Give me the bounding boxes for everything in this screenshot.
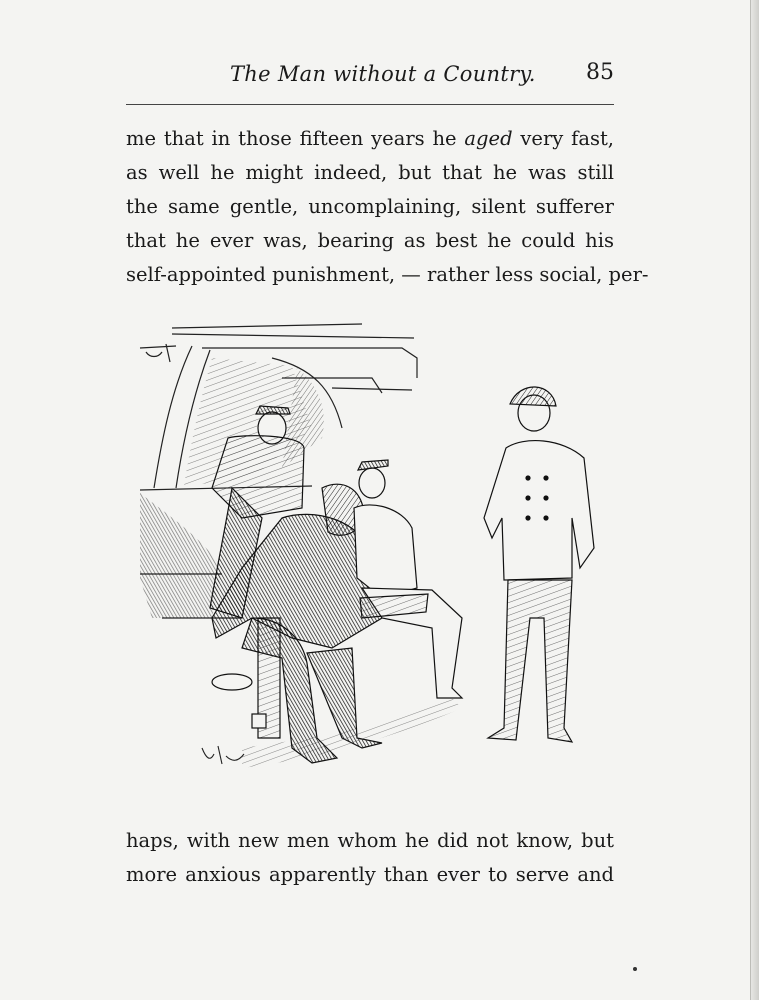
body-text-top	[126, 122, 649, 292]
page-number: 85	[586, 60, 614, 85]
page-edge	[750, 0, 759, 1000]
text-line: the same gentle, uncomplaining, silent sufferer	[126, 195, 614, 218]
small-block	[252, 714, 266, 728]
header-rule	[126, 104, 614, 105]
artist-signature	[202, 746, 244, 764]
text-line: that he ever was, bearing as best he could his	[126, 229, 614, 252]
text-line: as well he might indeed, but that he was still	[126, 161, 614, 184]
text-line: more anxious apparently than ever to serve and	[126, 863, 614, 886]
running-head	[126, 60, 614, 92]
body-text-bottom	[126, 824, 614, 892]
figure-sailor-reading	[354, 460, 462, 698]
text-line: self-appointed punishment, — rather less social, per-	[126, 263, 649, 286]
engraver-monogram	[140, 344, 176, 362]
text-line: haps, with new men whom he did not know, but	[126, 829, 614, 852]
ink-speck	[633, 967, 637, 971]
engraving-illustration	[132, 318, 612, 788]
figure-sailor-standing	[484, 387, 594, 742]
running-title: The Man without a Country.	[230, 62, 536, 86]
text-line: me that in those fifteen years he aged very fast,	[126, 127, 614, 150]
